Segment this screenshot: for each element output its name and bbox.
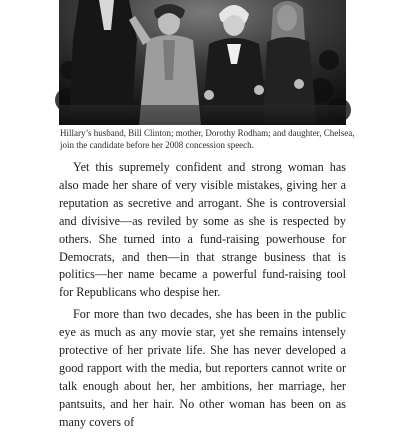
body-text xyxy=(59,159,346,436)
paragraph: Yet this supremely confident and strong woman has also made her share of very visible mistakes, giving her a reputation as secretive and arrogant. She is controversial and divisive—as reviled by some as she is respected by others. She turned into a fund-raising powerhouse for Democrats, and then—in that strange business that is politics—her name became a powerful fund-raising tool for Republicans who despise her. xyxy=(59,160,346,300)
paragraph: For more than two decades, she has been in the public eye as much as any movie star, yet she remains intensely protective of her private life. She has never developed a good rapport with the media, but reporters cannot write or talk enough about her, her ambitions, her marriage, her pantsuits, and her hair. No other woman has been on as many covers of xyxy=(59,307,346,429)
photo-caption: Hillary’s husband, Bill Clinton; mother, Dorothy Rodham; and daughter, Chelsea, join the candidate before her 2008 concession speech. xyxy=(60,128,355,150)
crowd-photo xyxy=(59,0,346,125)
